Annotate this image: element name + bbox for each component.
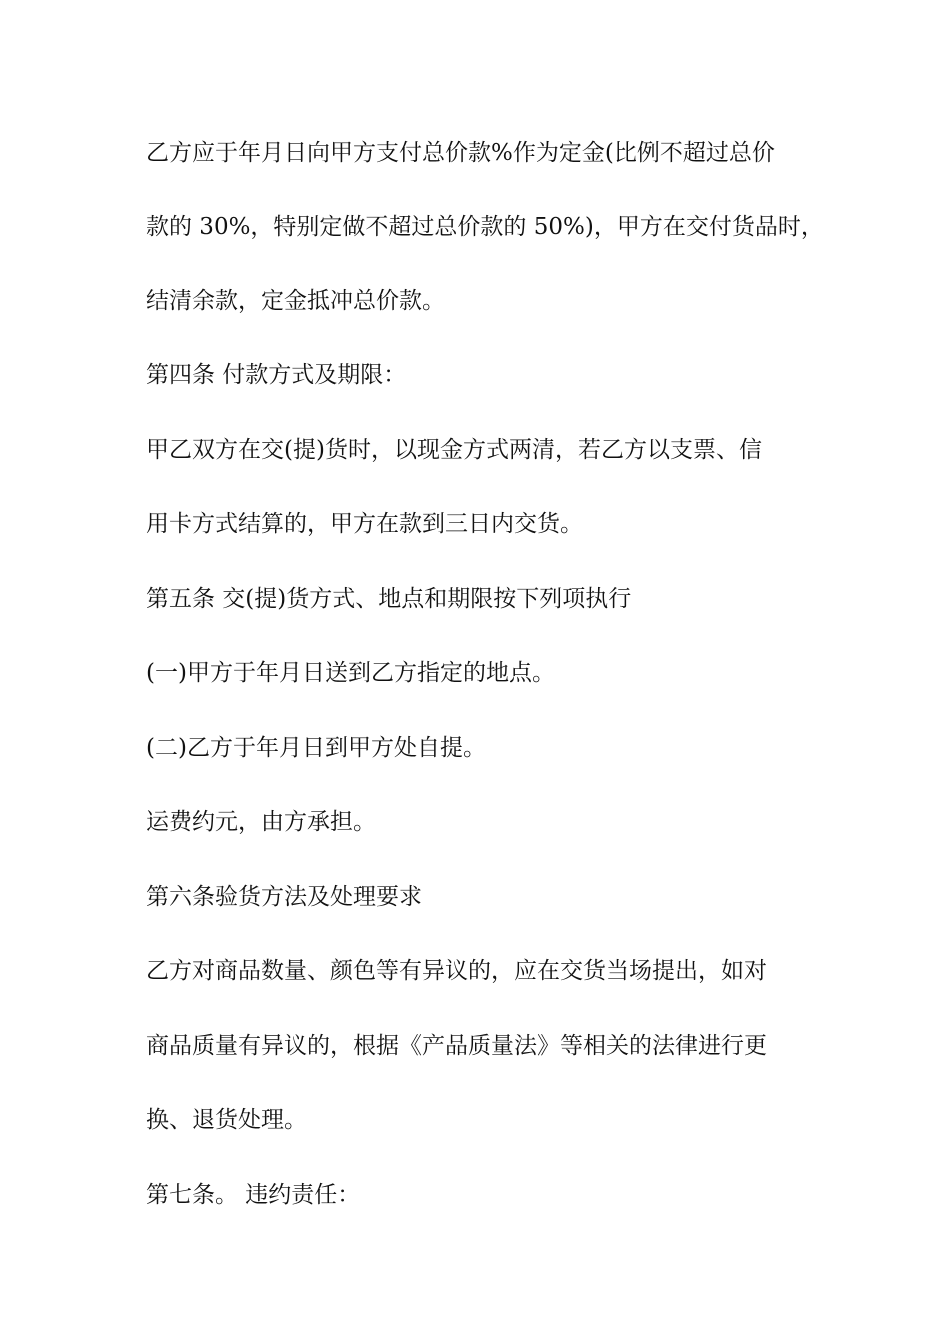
paragraph-payment-line-2: 用卡方式结算的，甲方在款到三日内交货。	[146, 511, 583, 537]
paragraph-inspection-line-2: 商品质量有异议的，根据《产品质量法》等相关的法律进行更	[146, 1033, 767, 1059]
freight-line: 运费约元，由方承担。	[146, 809, 376, 835]
article-6-heading: 第六条验货方法及处理要求	[146, 884, 422, 910]
paragraph-deposit-line-1: 乙方应于年月日向甲方支付总价款%作为定金(比例不超过总价	[146, 140, 775, 166]
paragraph-payment-line-1: 甲乙双方在交(提)货时，以现金方式两清，若乙方以支票、信	[146, 437, 762, 463]
article-7-heading: 第七条。 违约责任：	[146, 1182, 361, 1208]
paragraph-deposit-line-3: 结清余款，定金抵冲总价款。	[146, 288, 445, 314]
delivery-option-2: (二)乙方于年月日到甲方处自提。	[146, 735, 486, 761]
paragraph-inspection-line-3: 换、退货处理。	[146, 1107, 307, 1133]
paragraph-inspection-line-1: 乙方对商品数量、颜色等有异议的，应在交货当场提出，如对	[146, 958, 767, 984]
article-4-heading: 第四条 付款方式及期限：	[146, 362, 407, 388]
paragraph-deposit-line-2: 款的 30%，特别定做不超过总价款的 50%)，甲方在交付货品时，	[146, 214, 824, 240]
delivery-option-1: (一)甲方于年月日送到乙方指定的地点。	[146, 660, 555, 686]
article-5-heading: 第五条 交(提)货方式、地点和期限按下列项执行	[146, 586, 632, 612]
